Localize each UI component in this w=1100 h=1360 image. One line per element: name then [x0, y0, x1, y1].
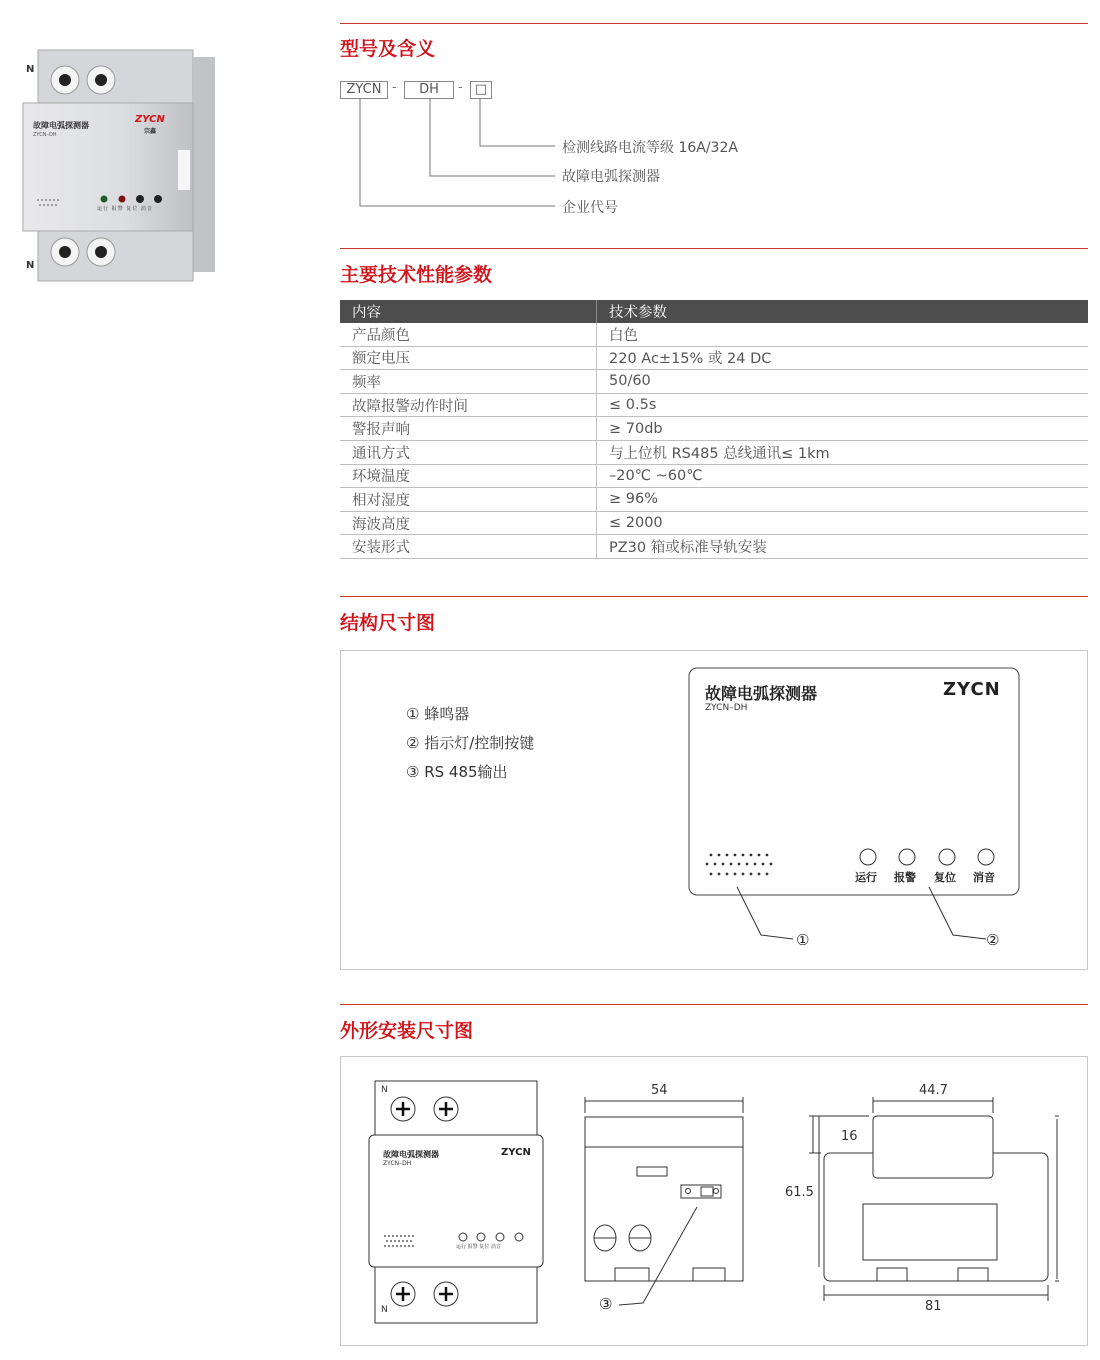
- table-row: [340, 370, 1088, 394]
- structure-diagram-panel: [340, 650, 1088, 970]
- spec-value: ≤ 2000: [597, 511, 1089, 535]
- model-dash: -: [458, 80, 463, 95]
- spec-item: 故障报警动作时间: [340, 393, 597, 417]
- section-title-install: 外形安装尺寸图: [340, 1020, 474, 1042]
- model-desc-product: 故障电弧探测器: [562, 169, 660, 185]
- install-product-model: ZYCN–DH: [383, 1160, 412, 1167]
- spec-value: 与上位机 RS485 总线通讯≤ 1km: [597, 440, 1089, 464]
- photo-terminal-top-label: N: [26, 64, 35, 75]
- dim-height: 61.5: [785, 1185, 814, 1200]
- install-product-name: 故障电弧探测器: [383, 1150, 439, 1159]
- model-seg-company: ZYCN: [340, 81, 388, 99]
- spec-value: 50/60: [597, 370, 1089, 394]
- spec-item: 警报声响: [340, 417, 597, 441]
- spec-value: ≤ 0.5s: [597, 393, 1089, 417]
- drawing-product-name: 故障电弧探测器: [705, 684, 818, 703]
- drawing-button-reset: 复位: [934, 871, 956, 884]
- dim-top-width: 44.7: [919, 1083, 948, 1098]
- table-row: [340, 346, 1088, 370]
- drawing-button-mute: 消音: [973, 871, 995, 884]
- install-diagram-panel: [340, 1056, 1088, 1346]
- spec-item: 环境温度: [340, 464, 597, 488]
- section-rule: [340, 23, 1088, 24]
- spec-item: 产品颜色: [340, 323, 597, 346]
- product-photo: [18, 45, 218, 285]
- section-rule: [340, 1004, 1088, 1005]
- table-row: [340, 535, 1088, 559]
- section-title-tech: 主要技术性能参数: [340, 264, 493, 286]
- callout-2: ②: [986, 931, 1000, 949]
- spec-item: 额定电压: [340, 346, 597, 370]
- install-terminal-bottom-label: N: [381, 1305, 388, 1315]
- spec-value: 220 Ac±15% 或 24 DC: [597, 346, 1089, 370]
- photo-product-name: 故障电弧探测器: [33, 121, 89, 130]
- spec-item: 海波高度: [340, 511, 597, 535]
- photo-product-model: ZYCN–DH: [33, 132, 57, 138]
- spec-value: ≥ 96%: [597, 488, 1089, 512]
- spec-value: ≥ 70db: [597, 417, 1089, 441]
- drawing-product-model: ZYCN–DH: [705, 703, 748, 713]
- section-rule: [340, 248, 1088, 249]
- table-row: [340, 488, 1088, 512]
- callout-3: ③: [599, 1295, 613, 1313]
- drawing-button-alarm: 报警: [894, 871, 916, 884]
- spec-item: 相对湿度: [340, 488, 597, 512]
- install-button-labels: 运行 报警 复位 消音: [456, 1244, 501, 1250]
- install-drawing: [341, 1057, 1087, 1345]
- model-connector-lines: [340, 98, 570, 213]
- table-row: [340, 511, 1088, 535]
- table-row: [340, 464, 1088, 488]
- section-title-structure: 结构尺寸图: [340, 612, 436, 634]
- legend-buzzer: ① 蜂鸣器: [406, 705, 470, 723]
- spec-value: PZ30 箱或标准导轨安装: [597, 535, 1089, 559]
- legend-indicator: ② 指示灯/控制按键: [406, 734, 535, 752]
- photo-button-labels: 运行 报警 复位 消音: [97, 206, 153, 212]
- photo-terminal-bottom-label: N: [26, 260, 35, 271]
- legend-rs485: ③ RS 485输出: [406, 763, 508, 781]
- model-dash: -: [392, 80, 397, 95]
- model-seg-current: □: [470, 81, 492, 99]
- section-rule: [340, 596, 1088, 597]
- model-seg-product: DH: [404, 81, 454, 99]
- section-title-model: 型号及含义: [340, 38, 436, 60]
- spec-table: [340, 300, 1088, 559]
- photo-brand-logo: ZYCN: [135, 114, 165, 125]
- callout-1: ①: [796, 931, 810, 949]
- dim-16: 16: [841, 1129, 858, 1144]
- spec-value: –20℃ ~60℃: [597, 464, 1089, 488]
- table-row: [340, 440, 1088, 464]
- dim-side-width: 54: [651, 1083, 668, 1098]
- install-brand-logo: ZYCN: [501, 1147, 531, 1158]
- model-desc-company: 企业代号: [562, 200, 618, 216]
- spec-header-item: 内容: [340, 300, 597, 323]
- spec-table-header: [340, 300, 1088, 323]
- spec-item: 频率: [340, 370, 597, 394]
- spec-item: 通讯方式: [340, 440, 597, 464]
- dim-81: 81: [925, 1299, 942, 1314]
- install-terminal-top-label: N: [381, 1085, 388, 1095]
- drawing-brand-logo: ZYCN: [943, 679, 1001, 700]
- spec-header-value: 技术参数: [597, 300, 1089, 323]
- model-desc-current: 检测线路电流等级 16A/32A: [562, 140, 738, 156]
- table-row: [340, 417, 1088, 441]
- drawing-button-run: 运行: [855, 871, 877, 884]
- table-row: [340, 393, 1088, 417]
- photo-brand-cn: 宗鑫: [144, 128, 157, 135]
- table-row: [340, 323, 1088, 346]
- spec-value: 白色: [597, 323, 1089, 346]
- spec-item: 安装形式: [340, 535, 597, 559]
